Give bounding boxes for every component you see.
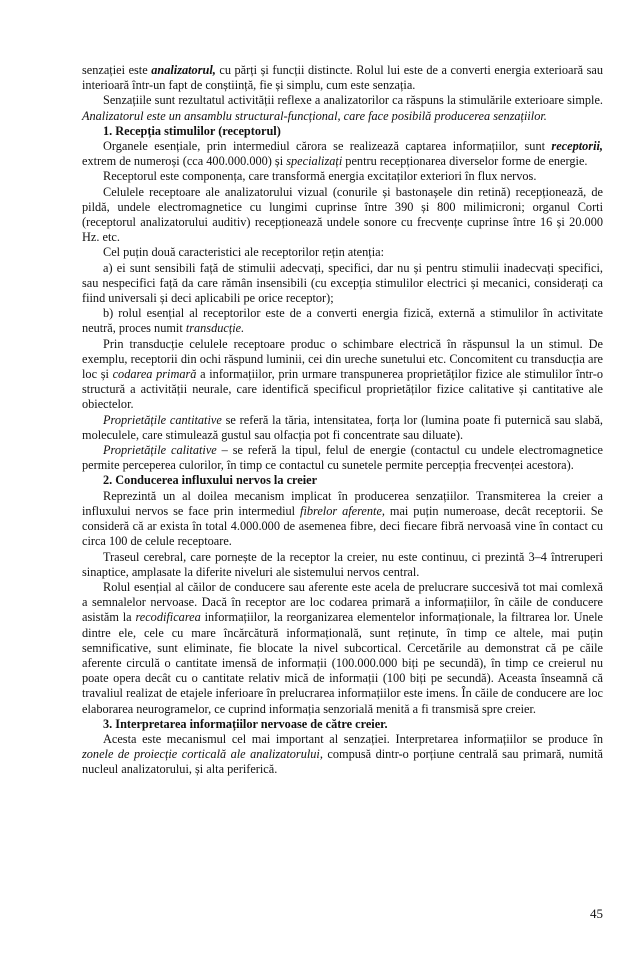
paragraph xyxy=(82,261,603,307)
emphasis-run: receptorii, xyxy=(551,139,603,154)
paragraph xyxy=(82,337,603,413)
page-number: 45 xyxy=(590,906,603,921)
text-run: Organele esențiale, prin intermediul cărora se realizează captarea informațiilor, sunt xyxy=(103,139,552,154)
text-run: Reprezintă un al doilea mecanism implicat în producerea senzațiilor. Transmiterea la creier a influxului nervos se face prin intermediul xyxy=(82,488,603,518)
text-run: Prin transducție celulele receptoare produc o schimbare electrică în răspunsul la un stimul. De exemplu, receptorii din ochi răspund luminii, cei din ureche sunetului etc. Concomitent cu transducția are loc și xyxy=(82,336,603,382)
paragraph xyxy=(82,443,603,473)
text-run: pentru recepționarea diverselor forme de energie. xyxy=(342,154,588,169)
paragraph xyxy=(82,63,603,93)
paragraph xyxy=(82,306,603,336)
emphasis-run: analizatorul, xyxy=(151,63,216,77)
paragraph xyxy=(82,93,603,123)
text-run: senzației este xyxy=(82,63,152,77)
emphasis-run: Proprietățile calitative xyxy=(103,443,217,458)
emphasis-run: zonele de proiecție corticală ale analizatorului, xyxy=(82,747,323,762)
emphasis-run: codarea primară xyxy=(112,367,197,382)
text-run: Senzațiile sunt rezultatul activității reflexe a analizatorilor ca răspuns la stimulările exterioare simple. xyxy=(103,93,603,108)
text-run: Traseul cerebral, care pornește de la receptor la creier, nu este continuu, ci prezintă 3–4 întreruperi sinaptice, amplasate la diferite niveluri ale sistemului nervos central. xyxy=(82,549,603,579)
text-run: Celulele receptoare ale analizatorului vizual (conurile și bastonașele din retină) recepționează, de pildă, undele electromagnetice cu lungimi cuprinse între 390 și 800 milimicroni; organul Corti (receptorul analizatorului auditiv) recepționează undele sonore cu frecvențe cuprinse între 16 și 20.000 Hz. etc. xyxy=(82,184,603,245)
text-run: Cel puțin două caracteristici ale receptorilor rețin atenția: xyxy=(103,245,384,260)
paragraph xyxy=(82,732,603,778)
section-heading xyxy=(82,717,603,732)
emphasis-run: fibrelor aferente, xyxy=(300,503,385,518)
paragraph xyxy=(82,185,603,246)
emphasis-run: transducție. xyxy=(185,321,245,336)
text-run: – se referă la tipul, felul de energie (contactul cu undele electromagnetice permite perceperea culorilor, în timp ce contactul cu sunetele permite percepția frecvenței acestora). xyxy=(82,443,603,473)
text-run: 2. Conducerea influxului nervos la creier xyxy=(103,473,318,488)
text-run: cu părți și funcții distincte. Rolul lui este de a converti energia exterioară sau interioară într-un fapt de conștiință, fie și simplu, cum este senzația. xyxy=(82,63,603,93)
emphasis-run: Analizatorul este un ansamblu structural-funcțional, care face posibilă producerea senzațiilor. xyxy=(82,108,547,123)
text-run: compusă dintr-o porțiune centrală sau primară, numită nucleul analizatorului, și alta periferică. xyxy=(82,747,603,777)
paragraph xyxy=(82,245,603,260)
text-run: b) rolul esențial al receptorilor este de a converti energia fizică, externă a stimulilor în activitate neutră, proces numit xyxy=(82,306,603,336)
text-run: extrem de numeroși (cca 400.000.000) și xyxy=(82,154,287,169)
text-run: a informațiilor, prin urmare transpunerea proprietăților fizice ale stimulilor într-o structură a activității neurale, care identifică specificul proprietăților fizice calitative și cantitative ale obiectelor. xyxy=(82,367,603,412)
emphasis-run: recodificarea xyxy=(135,610,201,625)
paragraph xyxy=(82,580,603,717)
text-run: informațiilor, la reorganizarea elementelor informaționale, la filtrarea lor. Unele dintre ele, cele cu mare încărcătură informațională, sunt reținute, în timp ce altele, mai puțin semnificative, sunt eliminate, fie blocate la nivel subcortical. Cercetările au demonstrat că pe căile aferente circulă o cantitate imensă de informații (100.000.000 biți pe secundă), în timp ce creierul nu poate opera decât cu o cantitate relativ mică de informații (100 biți pe secundă). Aceasta înseamnă că travaliul realizat de etajele inferioare în prelucrarea informațiilor este imens. În căile de conducere are loc elaborarea neurogramelor, ce cuprind informația senzorială menită a fi transmisă spre creier. xyxy=(82,610,603,716)
paragraph xyxy=(82,139,603,169)
paragraph xyxy=(82,169,603,184)
text-run: 1. Recepția stimulilor (receptorul) xyxy=(103,123,281,138)
text-run: Receptorul este componența, care transformă energia excitaților exteriori în flux nervos. xyxy=(103,169,537,184)
paragraph xyxy=(82,489,603,550)
document-body xyxy=(82,63,603,778)
emphasis-run: Proprietățile cantitative xyxy=(103,412,222,427)
emphasis-run: specializați xyxy=(286,154,343,169)
text-run: Rolul esențial al căilor de conducere sau aferente este acela de prelucrare succesivă tot mai comlexă a semnalelor nervoase. Dacă în receptor are loc codarea primară a informațiilor, în căile de conducere asistăm la xyxy=(82,579,603,625)
section-heading xyxy=(82,124,603,139)
text-run: mai puțin numeroase, decât receptorii. Se consideră că ar exista în total 4.000.000 de asemenea fibre, deci fiecare fibră nervoasă vine în contact cu circa 100 de celule receptoare. xyxy=(82,503,603,549)
text-run: se referă la tăria, intensitatea, forța lor (lumina poate fi puternică sau slabă, moleculele, care stimulează gustul sau olfacția pot fi concentrate sau diluate). xyxy=(82,412,603,442)
paragraph xyxy=(82,550,603,580)
paragraph xyxy=(82,413,603,443)
text-run: 3. Interpretarea informațiilor nervoase de către creier. xyxy=(103,716,388,731)
section-heading xyxy=(82,473,603,488)
text-run: Acesta este mecanismul cel mai important al senzației. Interpretarea informațiilor se produce în xyxy=(103,731,603,746)
text-run: a) ei sunt sensibili față de stimulii adecvați, specifici, dar nu și pentru stimulii inadecvați specifici, sau nespecifici față da care rămân insensibili (cu excepția stimulilor electrici și mecanici, considerați ca fiind universali și deci aplicabili pe orice receptor); xyxy=(82,260,603,306)
